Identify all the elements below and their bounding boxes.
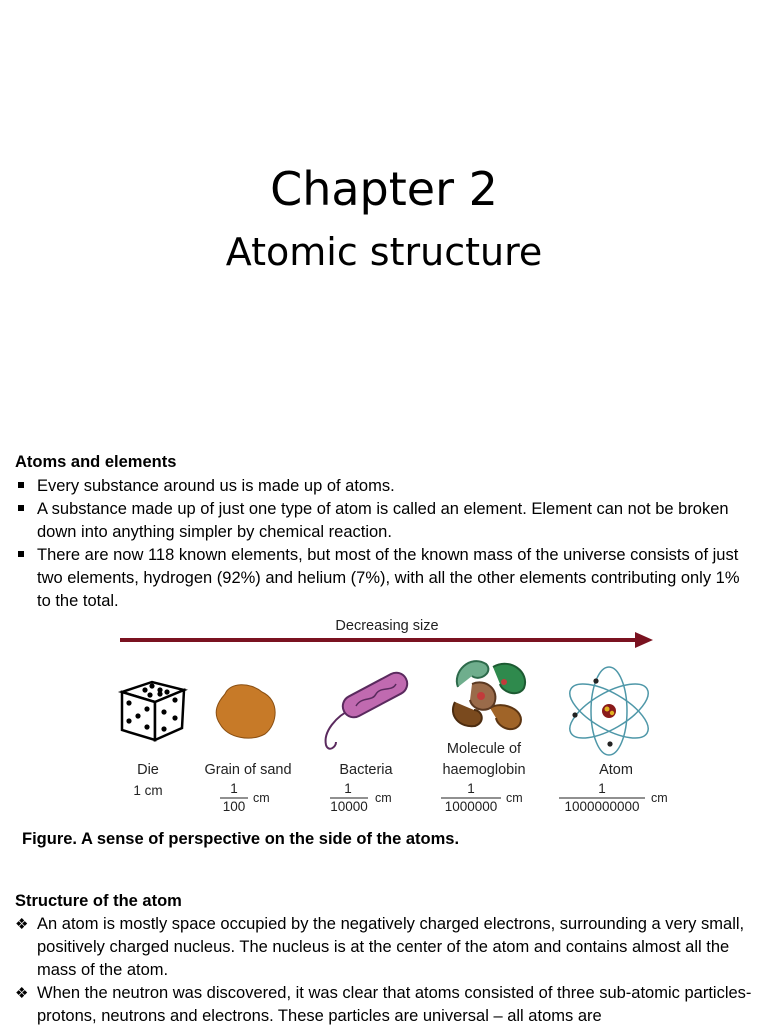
atoms-elements-list [15, 475, 755, 613]
diamond-bullet-icon: ❖ [15, 985, 29, 1002]
sand-unit: cm [253, 791, 270, 805]
sand-grain-icon [216, 685, 275, 738]
atom-icon [562, 667, 656, 755]
haemoglobin-label-line1: Molecule of [446, 741, 522, 757]
list-item: Every substance around us is made up of atoms. [15, 475, 755, 498]
diamond-bullet-icon: ❖ [15, 916, 29, 933]
chapter-title: Chapter 2 [270, 162, 498, 216]
haemoglobin-numerator: 1 [467, 781, 475, 796]
haemoglobin-label-line2: haemoglobin [442, 762, 526, 778]
bacteria-unit: cm [375, 791, 392, 805]
list-item: A substance made up of just one type of atom is called an element. Element can not be broken down into anything simpler by chemical reaction. [15, 498, 755, 544]
haemoglobin-unit: cm [506, 791, 523, 805]
structure-atom-list [15, 913, 755, 1028]
bacteria-label: Bacteria [339, 762, 393, 778]
list-item-text: When the neutron was discovered, it was clear that atoms consisted of three sub-atomic particles- protons, neutrons and electrons. These particles are universal – all atoms are [37, 984, 752, 1025]
bacteria-denominator: 10000 [330, 799, 368, 814]
atom-numerator: 1 [598, 781, 606, 796]
atoms-elements-heading: Atoms and elements [15, 453, 177, 471]
bacteria-icon [326, 669, 412, 749]
arrow-label: Decreasing size [335, 618, 439, 634]
sand-numerator: 1 [230, 781, 238, 796]
sand-denominator: 100 [222, 799, 246, 814]
list-item-text: An atom is mostly space occupied by the negatively charged electrons, surrounding a very small, positively charged nucleus. The nucleus is at the center of the atom and contains almost all the mass of the atom. [37, 915, 745, 979]
atom-denominator: 1000000000 [564, 799, 640, 814]
list-item: There are now 118 known elements, but most of the known mass of the universe consists of just two elements, hydrogen (92%) and helium (7%), with all the other elements contributing only 1% to the total. [15, 544, 755, 613]
size-comparison-figure [100, 612, 680, 822]
sand-label: Grain of sand [204, 762, 292, 778]
arrow-head-icon [635, 632, 653, 648]
list-item [15, 913, 755, 982]
chapter-subtitle: Atomic structure [225, 230, 543, 274]
list-item [15, 982, 755, 1028]
atom-unit: cm [651, 791, 668, 805]
die-icon [122, 682, 184, 740]
die-size: 1 cm [133, 783, 163, 798]
structure-atom-heading: Structure of the atom [15, 892, 182, 910]
die-label: Die [137, 762, 159, 778]
haemoglobin-icon [453, 661, 525, 729]
haemoglobin-denominator: 1000000 [444, 799, 498, 814]
atom-label: Atom [599, 762, 633, 778]
bacteria-numerator: 1 [344, 781, 352, 796]
figure-caption: Figure. A sense of perspective on the side of the atoms. [22, 830, 460, 848]
